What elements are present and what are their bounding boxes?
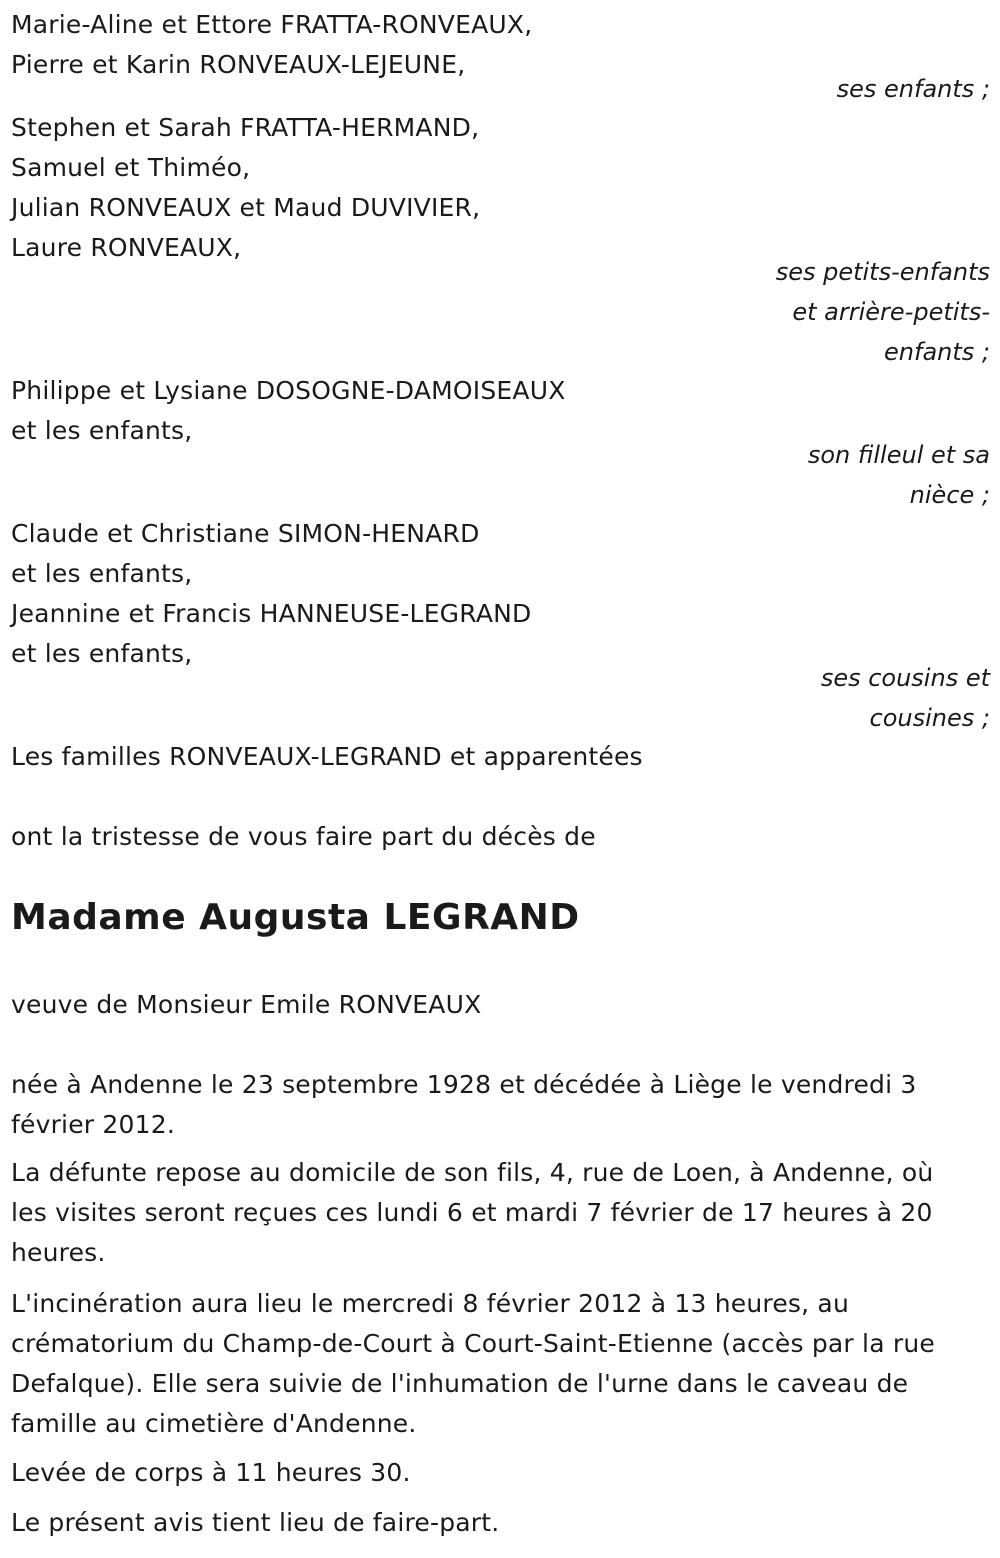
birth-death-paragraph: née à Andenne le 23 septembre 1928 et décédée à Liège le vendredi 3 février 2012. bbox=[11, 1070, 917, 1139]
relationship-label: ses petits-enfants bbox=[775, 258, 990, 286]
family-line: Julian RONVEAUX et Maud DUVIVIER, bbox=[11, 193, 481, 222]
family-line: et les enfants, bbox=[11, 416, 193, 445]
relationship-label: et arrière-petits- bbox=[792, 298, 990, 326]
family-line: Samuel et Thiméo, bbox=[11, 153, 251, 182]
relationship-label: nièce ; bbox=[909, 481, 990, 509]
family-line: Laure RONVEAUX, bbox=[11, 233, 242, 262]
notice-paragraph: Le présent avis tient lieu de faire-part. bbox=[11, 1508, 500, 1537]
cremation-paragraph: L'incinération aura lieu le mercredi 8 février 2012 à 13 heures, au crématorium du Champ-de-Court à Court-Saint-Etienne (accès par la rue Defalque). Elle sera suivie de l'inhumation de l'urne dans le caveau de famille au cimetière d'Andenne. bbox=[11, 1289, 935, 1438]
family-line: Claude et Christiane SIMON-HENARD bbox=[11, 519, 480, 548]
family-line: et les enfants, bbox=[11, 559, 193, 588]
relationship-label: cousines ; bbox=[869, 704, 990, 732]
family-line: Marie-Aline et Ettore FRATTA-RONVEAUX, bbox=[11, 10, 533, 39]
visitation-paragraph: La défunte repose au domicile de son fils, 4, rue de Loen, à Andenne, où les visites seront reçues ces lundi 6 et mardi 7 février de 17 heures à 20 heures. bbox=[11, 1158, 934, 1267]
announcement-text: ont la tristesse de vous faire part du décès de bbox=[11, 822, 596, 851]
family-line: Stephen et Sarah FRATTA-HERMAND, bbox=[11, 113, 480, 142]
relationship-label: son filleul et sa bbox=[807, 441, 990, 469]
widow-of-text: veuve de Monsieur Emile RONVEAUX bbox=[11, 990, 482, 1019]
body-removal-paragraph: Levée de corps à 11 heures 30. bbox=[11, 1458, 411, 1487]
family-line: Philippe et Lysiane DOSOGNE-DAMOISEAUX bbox=[11, 376, 566, 405]
relationship-label: enfants ; bbox=[884, 338, 990, 366]
deceased-name: Madame Augusta LEGRAND bbox=[11, 897, 580, 938]
family-line: Pierre et Karin RONVEAUX-LEJEUNE, bbox=[11, 50, 466, 79]
families-line: Les familles RONVEAUX-LEGRAND et apparentées bbox=[11, 742, 643, 771]
family-line: et les enfants, bbox=[11, 639, 193, 668]
relationship-label: ses enfants ; bbox=[836, 75, 990, 103]
family-line: Jeannine et Francis HANNEUSE-LEGRAND bbox=[11, 599, 532, 628]
relationship-label: ses cousins et bbox=[820, 664, 990, 692]
